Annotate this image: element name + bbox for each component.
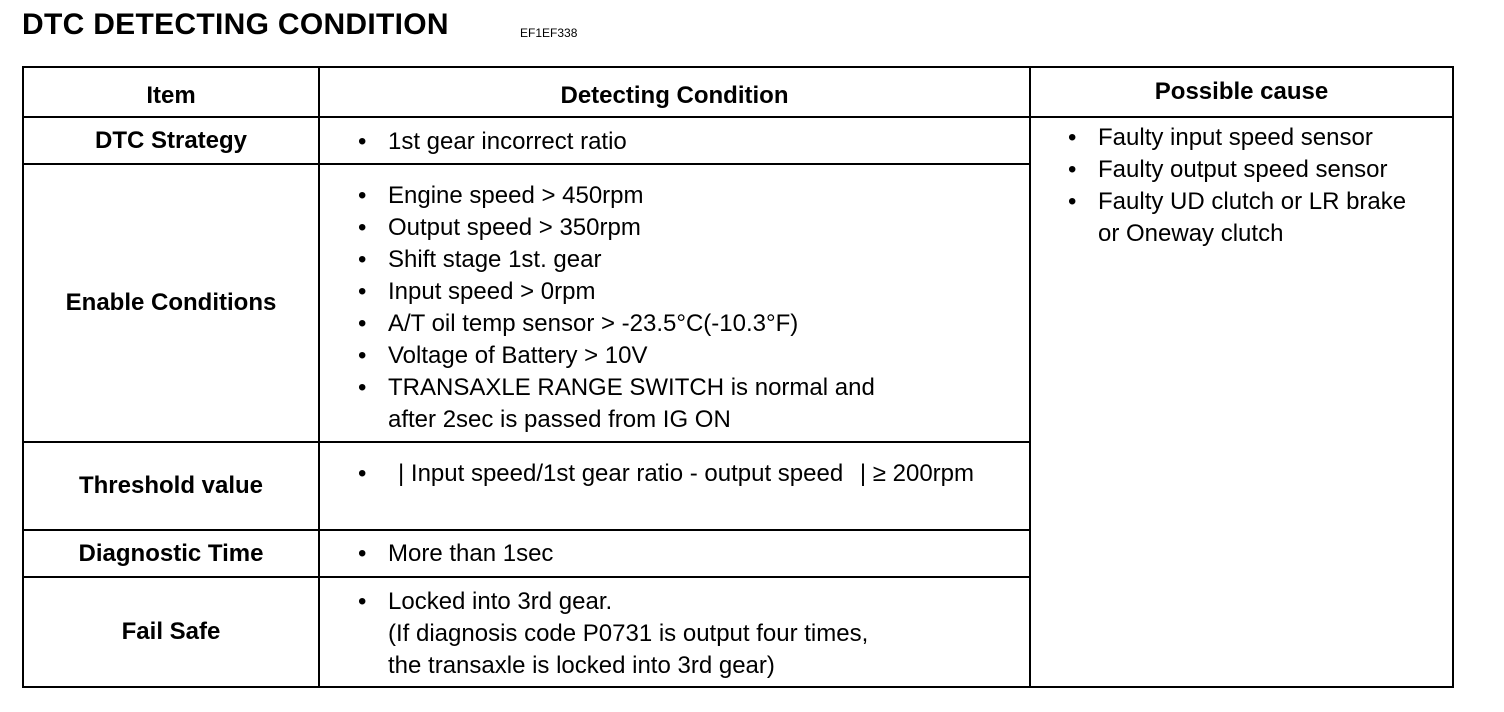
- header-possible-cause: Possible cause: [1154, 78, 1329, 105]
- document-code: EF1EF338: [520, 26, 578, 40]
- condition-text: | Input speed/1st gear ratio - output speed: [398, 460, 844, 487]
- page-title: DTC DETECTING CONDITION: [22, 8, 449, 41]
- possible-causes: [1068, 122, 1406, 250]
- condition-line: [358, 458, 974, 490]
- condition-line: • 1st gear incorrect ratio: [358, 126, 627, 158]
- cause-line: [1068, 186, 1406, 250]
- condition-line: [358, 586, 868, 682]
- item-dtc-strategy: DTC Strategy: [94, 126, 248, 154]
- conditions-enable: [358, 180, 875, 436]
- column-divider-2: [1029, 66, 1031, 688]
- condition-text-continued: | ≥ 200rpm: [859, 460, 974, 487]
- cause-text-continued: or Oneway clutch: [1098, 220, 1284, 247]
- conditions-diagnostic-time: [358, 538, 553, 570]
- condition-text: • TRANSAXLE RANGE SWITCH is normal and: [388, 374, 875, 401]
- conditions-fail-safe: [358, 586, 868, 682]
- cause-line: • Faulty output speed sensor: [1068, 154, 1406, 186]
- condition-line: • Output speed > 350rpm: [358, 212, 875, 244]
- conditions-dtc-strategy: [358, 126, 627, 158]
- condition-line: • Engine speed > 450rpm: [358, 180, 875, 212]
- condition-line: [358, 372, 875, 436]
- condition-text-continued: after 2sec is passed from IG ON: [388, 406, 731, 433]
- condition-line: • A/T oil temp sensor > -23.5°C(-10.3°F): [358, 308, 875, 340]
- header-item: Item: [146, 82, 196, 109]
- condition-text-continued: the transaxle is locked into 3rd gear): [388, 652, 775, 679]
- item-fail-safe: Fail Safe: [121, 618, 221, 645]
- condition-line: • Shift stage 1st. gear: [358, 244, 875, 276]
- condition-line: • More than 1sec: [358, 538, 553, 570]
- condition-text: • Locked into 3rd gear.: [388, 588, 613, 615]
- header-detecting-condition: Detecting Condition: [560, 82, 789, 109]
- column-divider-1: [318, 66, 320, 688]
- cause-line: • Faulty input speed sensor: [1068, 122, 1406, 154]
- condition-text-continued: (If diagnosis code P0731 is output four times,: [388, 620, 869, 647]
- cause-text: • Faulty UD clutch or LR brake: [1098, 188, 1407, 215]
- conditions-threshold: [358, 458, 974, 490]
- condition-line: • Input speed > 0rpm: [358, 276, 875, 308]
- item-enable-conditions: Enable Conditions: [65, 289, 277, 316]
- condition-line: • Voltage of Battery > 10V: [358, 340, 875, 372]
- item-threshold-value: Threshold value: [78, 472, 264, 499]
- item-diagnostic-time: Diagnostic Time: [78, 539, 264, 567]
